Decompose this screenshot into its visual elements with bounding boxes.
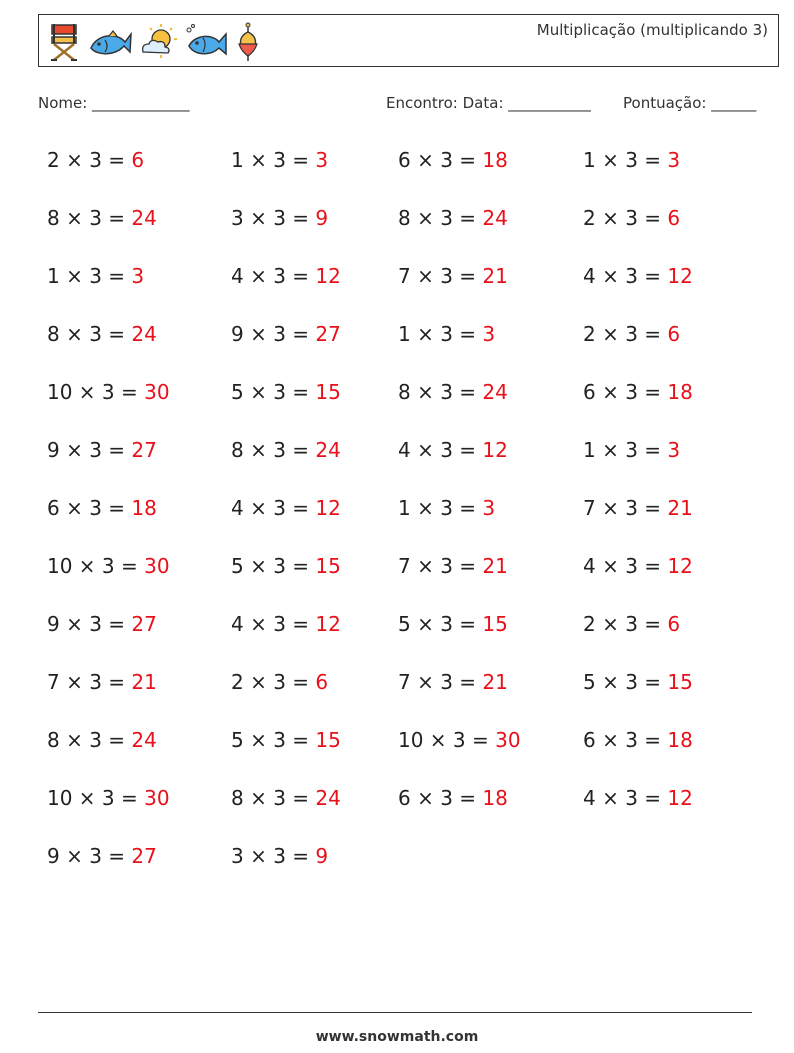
problem-item [47,554,170,578]
problem-item [398,264,508,288]
problem-question: 9 × 3 = [47,612,132,636]
worksheet-title: Multiplicação (multiplicando 3) [536,21,768,39]
problem-item [583,380,693,404]
problem-question: 1 × 3 = [583,148,668,172]
problem-question: 9 × 3 = [231,322,316,346]
problem-item [398,322,495,346]
problem-question: 2 × 3 = [231,670,316,694]
problem-answer: 9 [315,844,329,868]
problem-item [231,264,341,288]
problem-question: 2 × 3 = [583,322,668,346]
problem-question: 1 × 3 = [47,264,132,288]
problem-item [231,554,341,578]
fish-icon [183,22,229,62]
problem-question: 5 × 3 = [398,612,483,636]
problem-item [47,322,157,346]
problem-question: 7 × 3 = [398,264,483,288]
problem-item [47,844,157,868]
problem-answer: 15 [315,728,341,752]
problem-answer: 24 [131,728,157,752]
problem-answer: 12 [315,264,341,288]
name-field-label: Nome: _____________ [38,94,190,112]
problem-item [398,148,508,172]
problem-answer: 15 [315,554,341,578]
problem-question: 8 × 3 = [47,206,132,230]
problem-question: 8 × 3 = [231,786,316,810]
problem-answer: 21 [482,554,508,578]
problem-answer: 18 [482,786,508,810]
problem-item [583,148,680,172]
problem-item [231,786,341,810]
problem-answer: 24 [315,438,341,462]
problem-question: 3 × 3 = [231,844,316,868]
problem-item [583,612,680,636]
problem-item [398,612,508,636]
director-chair-icon [47,22,81,62]
problem-question: 1 × 3 = [398,496,483,520]
problem-item [231,438,341,462]
problem-item [231,148,328,172]
problem-answer: 30 [495,728,521,752]
problem-answer: 12 [315,612,341,636]
problem-question: 4 × 3 = [398,438,483,462]
problem-answer: 30 [144,554,170,578]
problem-item [47,728,157,752]
problem-question: 2 × 3 = [583,206,668,230]
problem-question: 8 × 3 = [398,380,483,404]
problem-question: 2 × 3 = [47,148,132,172]
problem-item [47,670,157,694]
header-box [38,14,779,67]
problem-answer: 30 [144,786,170,810]
problem-item [398,554,508,578]
problem-answer: 3 [667,148,681,172]
problem-question: 9 × 3 = [47,438,132,462]
problem-item [47,438,157,462]
problem-answer: 15 [482,612,508,636]
problem-answer: 6 [667,206,681,230]
fish-icon [87,22,133,62]
problem-answer: 24 [315,786,341,810]
problem-item [398,728,521,752]
problem-answer: 15 [315,380,341,404]
problem-question: 3 × 3 = [231,206,316,230]
problem-answer: 6 [315,670,329,694]
problem-item [398,206,508,230]
problem-answer: 18 [131,496,157,520]
problem-answer: 24 [482,380,508,404]
problem-item [398,380,508,404]
problem-item [231,380,341,404]
problem-question: 1 × 3 = [231,148,316,172]
problem-question: 6 × 3 = [583,380,668,404]
problem-answer: 12 [667,264,693,288]
problem-question: 4 × 3 = [583,786,668,810]
problem-question: 8 × 3 = [47,322,132,346]
problem-answer: 21 [667,496,693,520]
problem-item [231,496,341,520]
problem-answer: 27 [131,844,157,868]
problem-answer: 6 [667,322,681,346]
problem-question: 10 × 3 = [47,380,145,404]
problem-item [231,728,341,752]
problem-item [47,206,157,230]
problem-answer: 6 [667,612,681,636]
problem-answer: 6 [131,148,145,172]
problem-item [231,612,341,636]
problem-question: 7 × 3 = [398,554,483,578]
problem-item [583,264,693,288]
problem-item [583,322,680,346]
problem-item [47,496,157,520]
footer-url: www.snowmath.com [315,1029,479,1045]
problem-question: 7 × 3 = [47,670,132,694]
problem-question: 10 × 3 = [47,554,145,578]
problem-question: 1 × 3 = [398,322,483,346]
problem-answer: 3 [482,496,496,520]
problem-answer: 30 [144,380,170,404]
problem-item [398,496,495,520]
problem-item [583,206,680,230]
problem-question: 7 × 3 = [398,670,483,694]
problem-item [398,786,508,810]
problem-question: 5 × 3 = [231,728,316,752]
problem-answer: 21 [482,670,508,694]
problem-answer: 3 [131,264,145,288]
problem-answer: 3 [482,322,496,346]
problem-answer: 3 [315,148,329,172]
problem-item [583,438,680,462]
problem-answer: 24 [131,322,157,346]
problem-item [398,670,508,694]
problem-question: 7 × 3 = [583,496,668,520]
problem-answer: 12 [667,786,693,810]
problem-answer: 21 [131,670,157,694]
problem-answer: 18 [667,380,693,404]
problem-item [47,786,170,810]
problem-item [583,728,693,752]
problem-answer: 24 [482,206,508,230]
problem-item [47,264,144,288]
problem-question: 8 × 3 = [398,206,483,230]
score-label: Pontuação: ______ [623,94,757,112]
problem-item [583,554,693,578]
problem-answer: 24 [131,206,157,230]
problem-answer: 18 [667,728,693,752]
problem-question: 6 × 3 = [583,728,668,752]
problem-item [398,438,508,462]
problem-question: 4 × 3 = [231,264,316,288]
problem-question: 9 × 3 = [47,844,132,868]
problem-answer: 15 [667,670,693,694]
encounter-date-label: Encontro: Data: ___________ [386,94,591,112]
problem-question: 8 × 3 = [47,728,132,752]
footer-divider [38,1012,752,1013]
problem-answer: 27 [131,438,157,462]
fishing-float-icon [235,22,261,62]
problem-question: 4 × 3 = [583,264,668,288]
problem-item [231,844,328,868]
problem-answer: 9 [315,206,329,230]
problem-question: 6 × 3 = [398,148,483,172]
problem-answer: 21 [482,264,508,288]
problem-question: 1 × 3 = [583,438,668,462]
problem-answer: 18 [482,148,508,172]
problem-answer: 3 [667,438,681,462]
problem-answer: 27 [131,612,157,636]
problem-item [231,670,328,694]
problem-item [583,786,693,810]
problem-item [231,322,341,346]
problem-question: 5 × 3 = [231,380,316,404]
problem-question: 10 × 3 = [47,786,145,810]
problem-question: 5 × 3 = [231,554,316,578]
problem-item [47,148,144,172]
problem-question: 4 × 3 = [231,496,316,520]
problem-item [47,612,157,636]
problem-question: 4 × 3 = [231,612,316,636]
problem-question: 4 × 3 = [583,554,668,578]
problem-question: 5 × 3 = [583,670,668,694]
problem-answer: 12 [482,438,508,462]
problem-question: 8 × 3 = [231,438,316,462]
problem-question: 10 × 3 = [398,728,496,752]
problem-answer: 12 [315,496,341,520]
problem-item [47,380,170,404]
problem-question: 6 × 3 = [398,786,483,810]
problem-answer: 12 [667,554,693,578]
problem-item [583,496,693,520]
problem-question: 2 × 3 = [583,612,668,636]
problem-item [231,206,328,230]
problem-item [583,670,693,694]
problem-question: 6 × 3 = [47,496,132,520]
sun-cloud-icon [137,22,181,62]
problem-answer: 27 [315,322,341,346]
